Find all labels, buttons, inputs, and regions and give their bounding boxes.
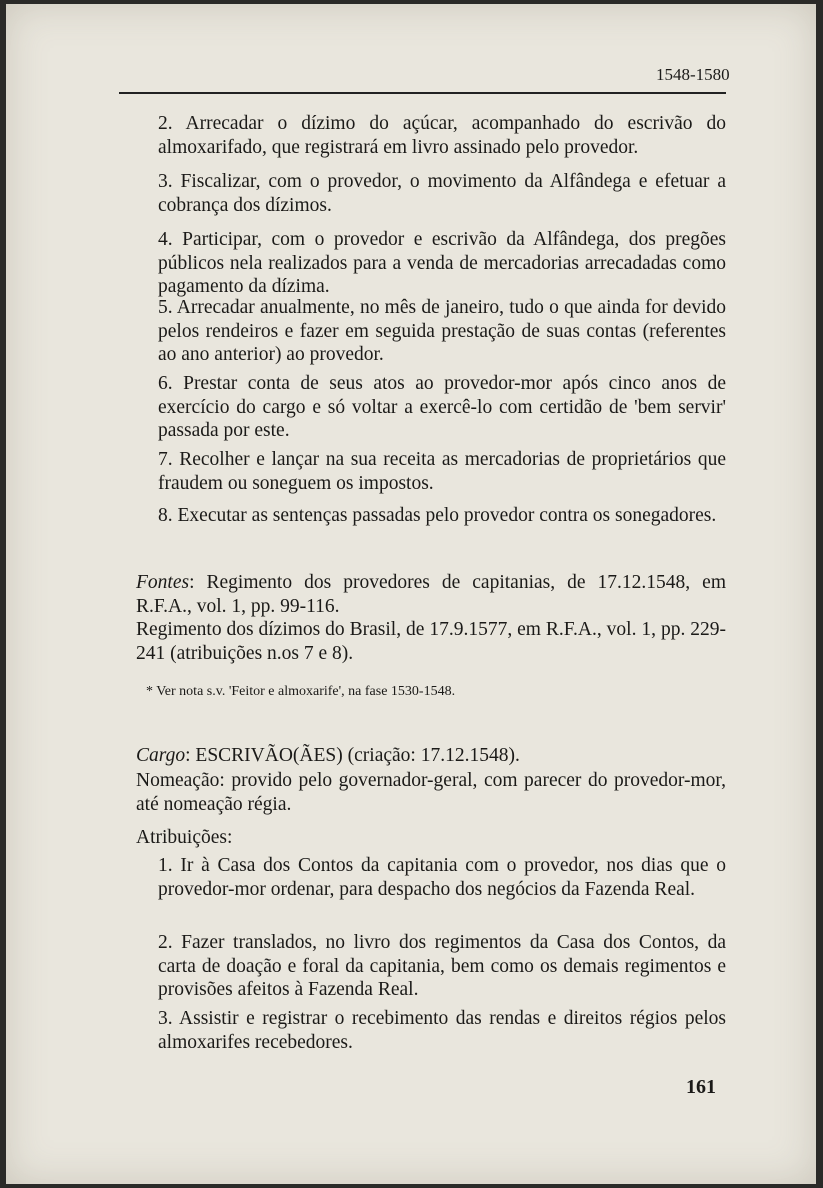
sources-block: [136, 571, 726, 618]
cargo-block: [136, 744, 726, 768]
list-item: 6. Prestar conta de seus atos ao provedor-mor após cinco anos de exercício do cargo e só voltar a exercê-lo com certidão de 'bem servir' passada por este.: [158, 373, 726, 441]
list-item: 8. Executar as sentenças passadas pelo provedor contra os sonegadores.: [158, 505, 717, 526]
running-header: 1548-1580: [656, 65, 730, 84]
list-item: 3. Fiscalizar, com o provedor, o movimento da Alfândega e efetuar a cobrança dos dízimos.: [158, 171, 726, 216]
page-number: 161: [686, 1076, 716, 1098]
list-item: 2. Arrecadar o dízimo do açúcar, acompanhado do escrivão do almoxarifado, que registrará em livro assinado pelo provedor.: [158, 113, 726, 158]
list-item: 4. Participar, com o provedor e escrivão da Alfândega, dos pregões públicos nela realizados para a venda de mercadorias arrecadadas como pagamento da dízima.: [158, 229, 726, 297]
list-item: 1. Ir à Casa dos Contos da capitania com o provedor, nos dias que o provedor-mor ordenar, para despacho dos negócios da Fazenda Real.: [158, 855, 726, 900]
book-page: [6, 4, 816, 1184]
sources-label: Fontes: [136, 572, 190, 593]
footnote: * Ver nota s.v. 'Feitor e almoxarife', na fase 1530-1548.: [146, 684, 456, 699]
cargo-label: Cargo: [136, 745, 186, 766]
list-item: 5. Arrecadar anualmente, no mês de janeiro, tudo o que ainda for devido pelos rendeiros e fazer em seguida prestação de suas contas (referentes ao ano anterior) ao provedor.: [158, 297, 726, 365]
cargo-nomeacao: Nomeação: provido pelo governador-geral, com parecer do provedor-mor, até nomeação régia.: [136, 770, 726, 815]
sources-line-1: : Regimento dos provedores de capitanias, de 17.12.1548, em R.F.A., vol. 1, pp. 99-116.: [136, 572, 726, 617]
list-item: 7. Recolher e lançar na sua receita as mercadorias de proprietários que fraudem ou soneguem os impostos.: [158, 449, 726, 494]
list-item: 2. Fazer translados, no livro dos regimentos da Casa dos Contos, da carta de doação e foral da capitania, bem como os demais regimentos e provisões afeitos à Fazenda Real.: [158, 932, 726, 1000]
header-rule: [119, 92, 726, 94]
cargo-title: : ESCRIVÃO(ÃES) (criação: 17.12.1548).: [185, 745, 520, 766]
sources-line-2: Regimento dos dízimos do Brasil, de 17.9.1577, em R.F.A., vol. 1, pp. 229-241 (atribuições n.os 7 e 8).: [136, 619, 726, 664]
cargo-atribuicoes-label: Atribuições:: [136, 827, 233, 848]
list-item: 3. Assistir e registrar o recebimento das rendas e direitos régios pelos almoxarifes recebedores.: [158, 1008, 726, 1053]
